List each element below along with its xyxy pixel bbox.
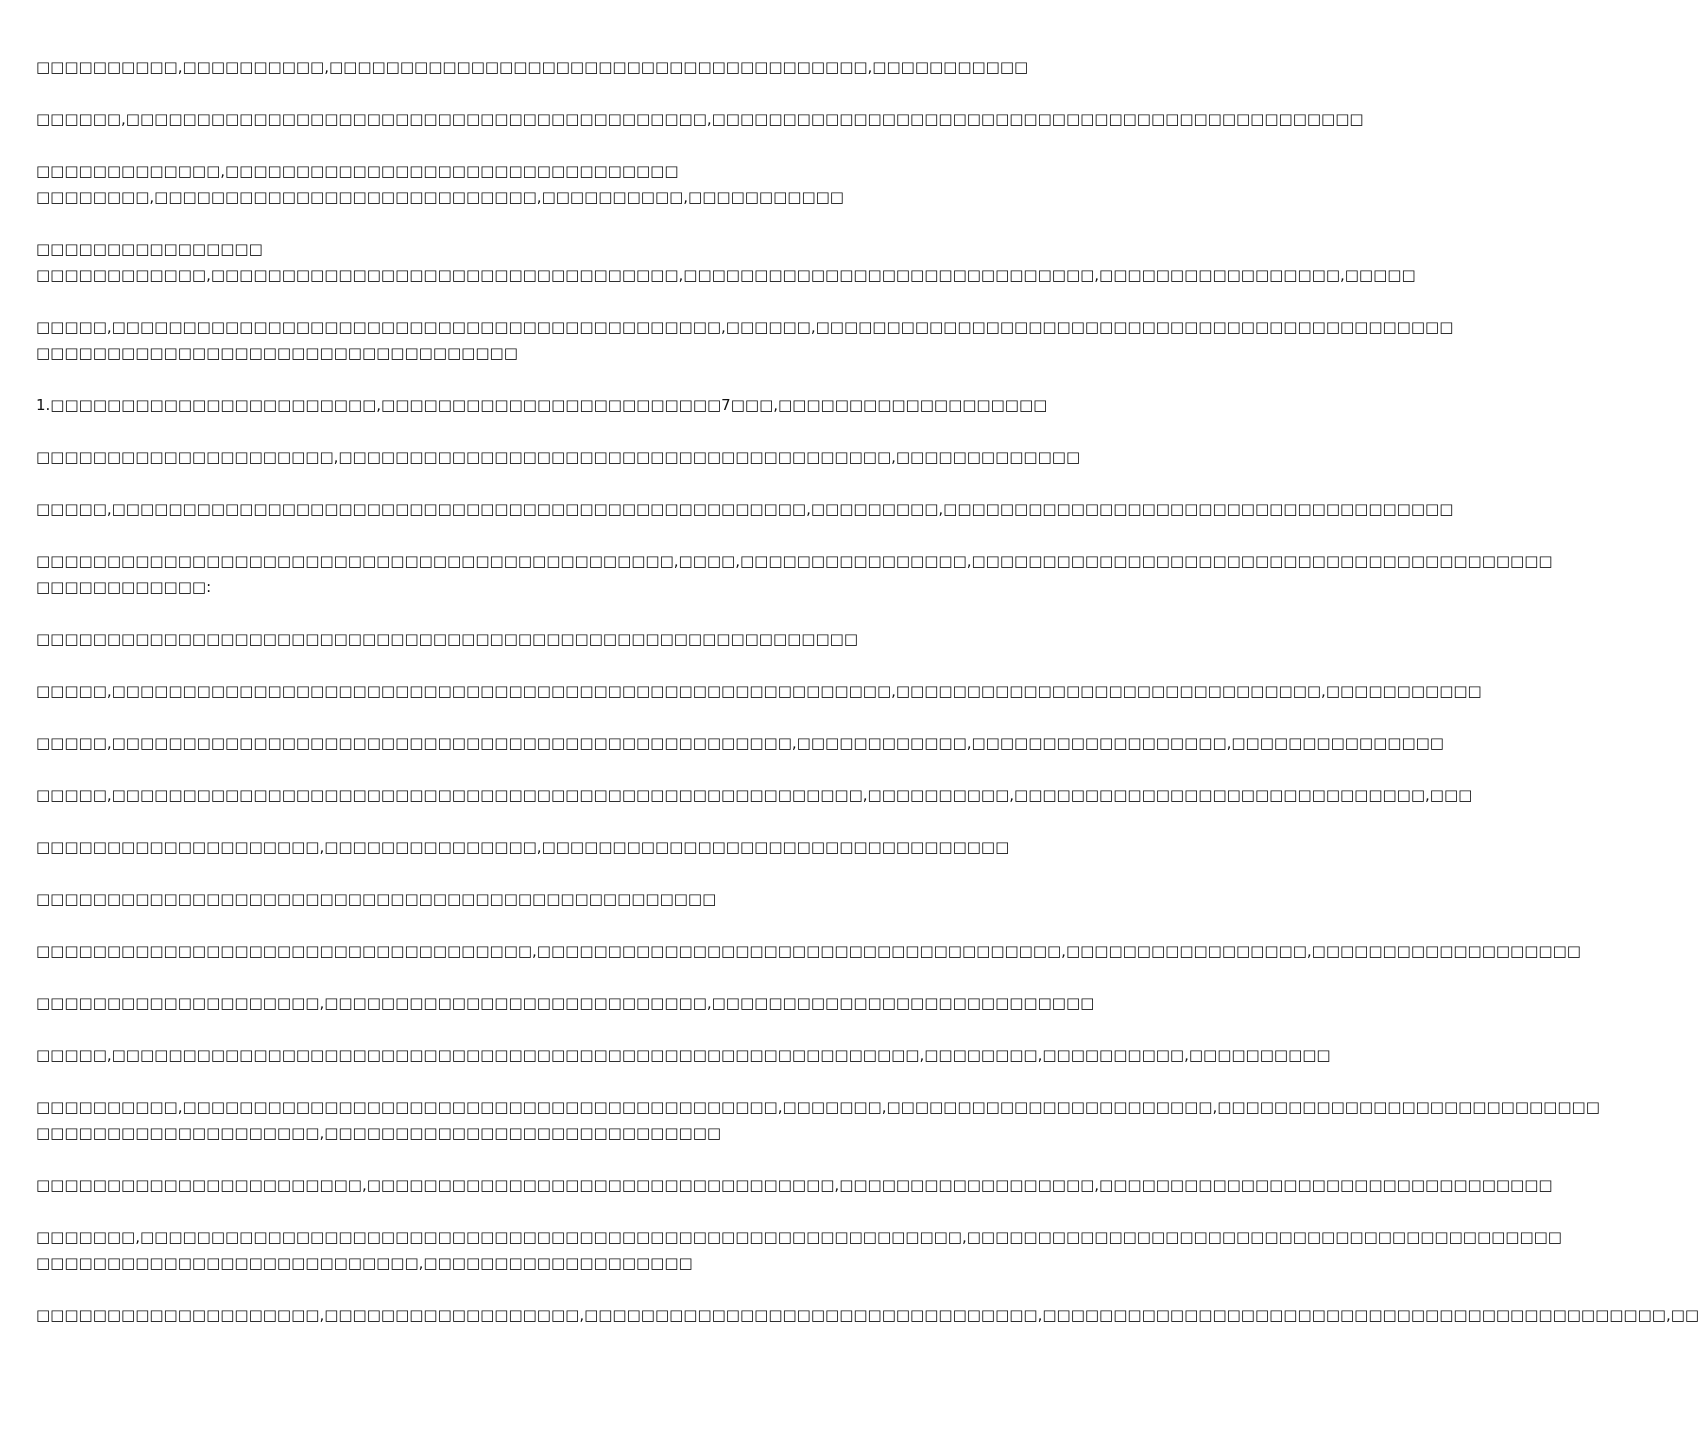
text-line: □□□□□□□□□□□□□□□□□□□□□□□□□□□□□□□□□□□□□□□□□□□□□,□□□□,□□□□□□□□□□□□□□□□,□□□□□□□□□□□□□□□□□□□□□□□□□□□□□□□□□□□□□□□□□	[36, 552, 1553, 570]
text-line: □□□□□□□□□□□□□,□□□□□□□□□□□□□□□□□□□□□□□□□□□□□□□□	[36, 162, 679, 180]
text-line: □□□□□□□□□□□□□□□□□□□□,□□□□□□□□□□□□□□□□□□,□□□□□□□□□□□□□□□□□□□□□□□□□□□□□□□□,□□□□□□□□□□□□□□□□□□□□□□□□□□□□□□□□□□□□□□□□□□□□,□□	[36, 1306, 1699, 1324]
paragraph	[36, 1302, 1699, 1328]
paragraph	[36, 1172, 1553, 1198]
text-line: □□□□□□□□□□□□□□□□□□□□,□□□□□□□□□□□□□□□□□□□□□□□□□□□,□□□□□□□□□□□□□□□□□□□□□□□□□□□	[36, 994, 1095, 1012]
paragraph	[36, 730, 1444, 756]
text-line: □□□□□,□□□□□□□□□□□□□□□□□□□□□□□□□□□□□□□□□□□□□□□□□□□,□□□□□□,□□□□□□□□□□□□□□□□□□□□□□□□□□□□□□□□□□□□□□□□□□□□□	[36, 318, 1454, 336]
text-line: □□□□□,□□□□□□□□□□□□□□□□□□□□□□□□□□□□□□□□□□□□□□□□□□□□□□□□,□□□□□□□□□□□□,□□□□□□□□□□□□□□□□□□,□□□□□□□□□□□□□□□	[36, 734, 1444, 752]
text-line: □□□□□□□□□□□□□□□□□□□□□□□□□□□,□□□□□□□□□□□□□□□□□□□	[36, 1254, 693, 1272]
paragraph	[36, 1042, 1331, 1068]
text-line: □□□□□,□□□□□□□□□□□□□□□□□□□□□□□□□□□□□□□□□□□□□□□□□□□□□□□□□□□□□□□□□,□□□□□□□□,□□□□□□□□□□,□□□□□□□□□□	[36, 1046, 1331, 1064]
paragraph	[36, 990, 1095, 1016]
text-line: □□□□□□□□□□□□□□□□□□□□,□□□□□□□□□□□□□□□,□□□□□□□□□□□□□□□□□□□□□□□□□□□□□□□□□	[36, 838, 1010, 856]
paragraph	[36, 314, 1454, 366]
paragraph	[36, 158, 990, 210]
paragraph	[36, 678, 1482, 704]
paragraph	[36, 392, 1048, 418]
text-line: 1.□□□□□□□□□□□□□□□□□□□□□□□,□□□□□□□□□□□□□□□□□□□□□□□□7□□□,□□□□□□□□□□□□□□□□□□□	[36, 396, 1048, 414]
text-line: □□□□□□□□□□□□□□□□□□□□□□□,□□□□□□□□□□□□□□□□□□□□□□□□□□□□□□□□□,□□□□□□□□□□□□□□□□□□,□□□□□□□□□□□□□□□□□□□□□□□□□□□□□□□□	[36, 1176, 1553, 1194]
document-body	[36, 54, 1699, 1354]
paragraph	[36, 236, 1416, 288]
text-line: □□□□□,□□□□□□□□□□□□□□□□□□□□□□□□□□□□□□□□□□□□□□□□□□□□□□□□□,□□□□□□□□□,□□□□□□□□□□□□□□□□□□□□□□□□□□□□□□□□□□□□	[36, 500, 1454, 518]
text-line: □□□□□□□□□□□□□□□□□□□□,□□□□□□□□□□□□□□□□□□□□□□□□□□□□	[36, 1124, 722, 1142]
text-line: □□□□□□□□□□□□□□□□□□□□□□□□□□□□□□□□□□□,□□□□□□□□□□□□□□□□□□□□□□□□□□□□□□□□□□□□□,□□□□□□□□□□□□□□□□□,□□□□□□□□□□□□□□□□□□□	[36, 942, 1581, 960]
text-line: □□□□□□□□□□,□□□□□□□□□□,□□□□□□□□□□□□□□□□□□□□□□□□□□□□□□□□□□□□□□,□□□□□□□□□□□	[36, 58, 1029, 76]
paragraph	[36, 782, 1473, 808]
paragraph	[36, 496, 1454, 522]
text-line: □□□□□□□□□□□□□□□□□□□□□□□□□□□□□□□□□□	[36, 344, 518, 362]
text-line: □□□□□□□□□□□□□□□□□□□□□□□□□□□□□□□□□□□□□□□□□□□□□□□□	[36, 890, 717, 908]
paragraph	[36, 834, 1010, 860]
paragraph	[36, 938, 1581, 964]
text-line: □□□□□□□□□□□□,□□□□□□□□□□□□□□□□□□□□□□□□□□□□□□□□□,□□□□□□□□□□□□□□□□□□□□□□□□□□□□□,□□□□□□□□□□□□□□□□□,□□□□□	[36, 266, 1416, 284]
paragraph	[36, 1094, 1600, 1146]
text-line: □□□□□,□□□□□□□□□□□□□□□□□□□□□□□□□□□□□□□□□□□□□□□□□□□□□□□□□□□□□□□,□□□□□□□□□□□□□□□□□□□□□□□□□□□□□□,□□□□□□□□□□□	[36, 682, 1482, 700]
text-line: □□□□□,□□□□□□□□□□□□□□□□□□□□□□□□□□□□□□□□□□□□□□□□□□□□□□□□□□□□□,□□□□□□□□□□,□□□□□□□□□□□□□□□□□□□□□□□□□□□□□,□□□	[36, 786, 1473, 804]
paragraph	[36, 548, 1553, 600]
text-line: □□□□□□□□□□□□□□□□□□□□□□□□□□□□□□□□□□□□□□□□□□□□□□□□□□□□□□□□□□	[36, 630, 858, 648]
paragraph	[36, 54, 1029, 80]
paragraph	[36, 444, 1081, 470]
text-line: □□□□□□□□□□,□□□□□□□□□□□□□□□□□□□□□□□□□□□□□□□□□□□□□□□□□□,□□□□□□□,□□□□□□□□□□□□□□□□□□□□□□□,□□□□□□□□□□□□□□□□□□□□□□□□□□□	[36, 1098, 1600, 1116]
text-line: □□□□□□□,□□□□□□□□□□□□□□□□□□□□□□□□□□□□□□□□□□□□□□□□□□□□□□□□□□□□□□□□□□,□□□□□□□□□□□□□□□□□□□□□□□□□□□□□□□□□□□□□□□□□□	[36, 1228, 1562, 1246]
text-line: □□□□□□□□□□□□□□□□□□□□□,□□□□□□□□□□□□□□□□□□□□□□□□□□□□□□□□□□□□□□□,□□□□□□□□□□□□□	[36, 448, 1081, 466]
paragraph	[36, 1224, 1562, 1276]
paragraph	[36, 106, 1364, 132]
text-line: □□□□□□□□□□□□□□□□	[36, 240, 263, 258]
paragraph	[36, 886, 990, 912]
text-line: □□□□□□□□,□□□□□□□□□□□□□□□□□□□□□□□□□□□,□□□□□□□□□□,□□□□□□□□□□□	[36, 188, 844, 206]
text-line: □□□□□□□□□□□□:	[36, 578, 212, 596]
paragraph	[36, 626, 990, 652]
text-line: □□□□□□,□□□□□□□□□□□□□□□□□□□□□□□□□□□□□□□□□□□□□□□□□,□□□□□□□□□□□□□□□□□□□□□□□□□□□□□□□□□□□□□□□□□□□□□□	[36, 110, 1364, 128]
